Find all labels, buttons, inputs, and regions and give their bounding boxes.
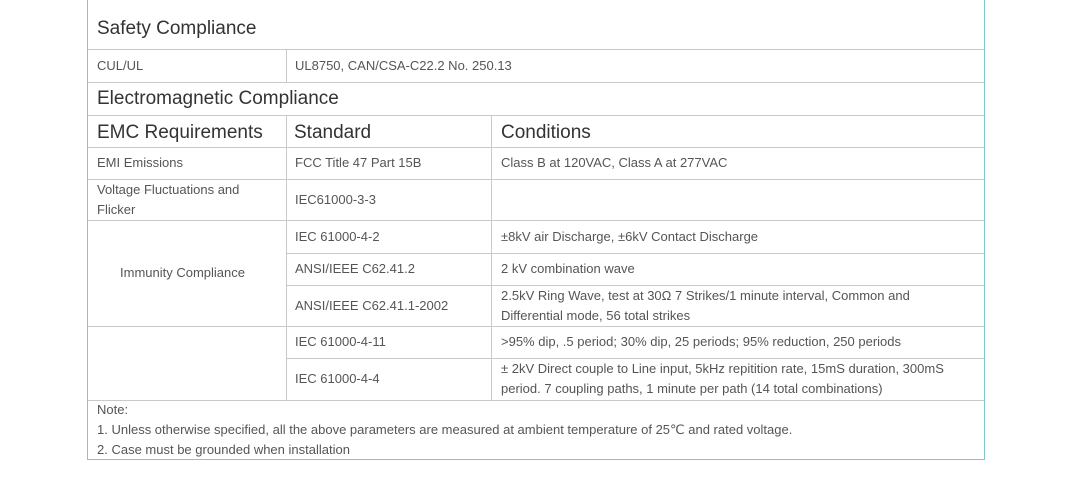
standard-cell: IEC 61000-4-4 <box>295 371 380 386</box>
conditions-cell: 2 kV combination wave <box>501 261 635 276</box>
divider <box>88 49 984 50</box>
standard-cell: IEC 61000-4-2 <box>295 229 380 244</box>
divider <box>286 115 287 400</box>
column-header-standard: Standard <box>294 122 372 143</box>
conditions-cell: >95% dip, .5 period; 30% dip, 25 periods; 95% reduction, 250 periods <box>501 334 902 349</box>
standard-cell: IEC61000-3-3 <box>295 192 376 207</box>
standard-cell: ANSI/IEEE C62.41.1-2002 <box>295 298 449 313</box>
standard-cell: FCC Title 47 Part 15B <box>295 155 422 170</box>
divider <box>286 253 984 254</box>
column-header-requirements: EMC Requirements <box>97 122 263 143</box>
conditions-cell: Class B at 120VAC, Class A at 277VAC <box>501 155 728 170</box>
requirement-cell <box>97 180 239 220</box>
divider <box>88 115 984 116</box>
divider <box>491 115 492 400</box>
divider <box>88 326 984 327</box>
safety-row-label: CUL/UL <box>97 58 144 73</box>
requirement-line: Flicker <box>97 202 136 217</box>
divider <box>88 220 984 221</box>
conditions-line: Differential mode, 56 total strikes <box>501 308 691 323</box>
divider <box>286 49 287 83</box>
note-item: 1. Unless otherwise specified, all the above parameters are measured at ambient temperature of 25℃ and rated voltage. <box>97 422 793 437</box>
note-item: 2. Case must be grounded when installation <box>97 442 350 457</box>
requirement-line: Voltage Fluctuations and <box>97 182 240 197</box>
conditions-line: period. 7 coupling paths, 1 minute per path (14 total combinations) <box>501 381 883 396</box>
column-header-conditions: Conditions <box>501 122 591 143</box>
divider <box>88 147 984 148</box>
safety-row-value: UL8750, CAN/CSA-C22.2 No. 250.13 <box>295 58 512 73</box>
notes-label: Note: <box>97 402 129 417</box>
conditions-line: ± 2kV Direct couple to Line input, 5kHz repitition rate, 15mS duration, 300mS <box>501 361 944 376</box>
safety-section-title: Safety Compliance <box>97 18 257 39</box>
conditions-cell: ±8kV air Discharge, ±6kV Contact Discharge <box>501 229 759 244</box>
conditions-cell <box>501 286 910 326</box>
standard-cell: IEC 61000-4-11 <box>295 334 386 349</box>
standard-cell: ANSI/IEEE C62.41.2 <box>295 261 415 276</box>
requirement-cell: EMI Emissions <box>97 155 183 170</box>
emc-section-title: Electromagnetic Compliance <box>97 88 339 109</box>
conditions-cell <box>501 359 944 399</box>
requirement-cell: Immunity Compliance <box>120 265 245 280</box>
divider <box>88 400 984 401</box>
divider <box>88 82 984 83</box>
conditions-line: 2.5kV Ring Wave, test at 30Ω 7 Strikes/1 minute interval, Common and <box>501 288 910 303</box>
